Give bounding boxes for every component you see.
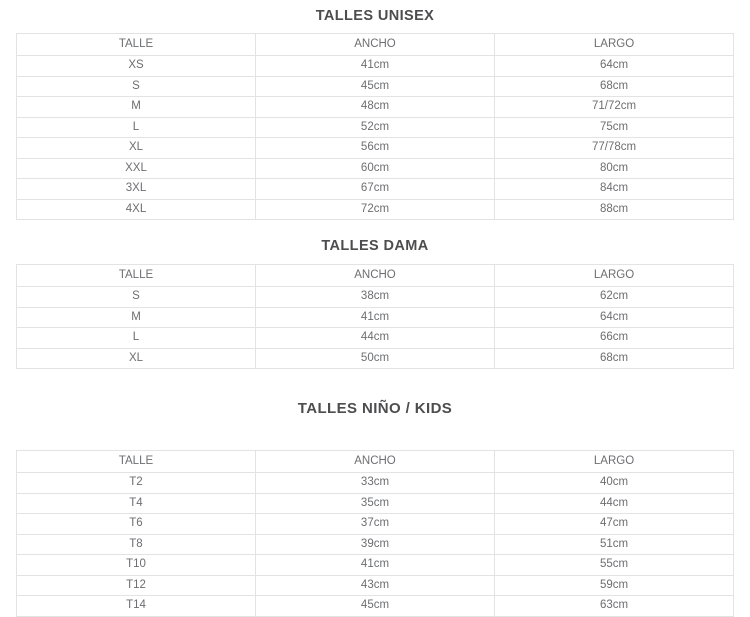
size-table-kids: [16, 450, 734, 617]
size-table-dama: [16, 264, 734, 369]
cell-ancho: 67cm: [255, 179, 494, 200]
cell-talle: T14: [17, 596, 256, 617]
table-row: [17, 138, 734, 159]
section-title-kids: TALLES NIÑO / KIDS: [297, 400, 453, 417]
cell-largo: 62cm: [495, 287, 734, 308]
cell-ancho: 60cm: [255, 158, 494, 179]
cell-talle: T6: [17, 514, 256, 535]
cell-talle: XL: [17, 138, 256, 159]
cell-largo: 80cm: [495, 158, 734, 179]
table-row: [17, 473, 734, 494]
cell-ancho: 44cm: [255, 328, 494, 349]
table-header-row: [17, 34, 734, 56]
column-header-largo: LARGO: [495, 34, 734, 56]
table-row: [17, 348, 734, 369]
table-row: [17, 97, 734, 118]
table-row: [17, 493, 734, 514]
cell-talle: T4: [17, 493, 256, 514]
cell-largo: 47cm: [495, 514, 734, 535]
cell-largo: 59cm: [495, 575, 734, 596]
table-row: [17, 56, 734, 77]
table-row: [17, 307, 734, 328]
table-wrap-kids: [0, 450, 750, 617]
cell-talle: 4XL: [17, 199, 256, 220]
cell-ancho: 38cm: [255, 287, 494, 308]
cell-talle: 3XL: [17, 179, 256, 200]
cell-largo: 66cm: [495, 328, 734, 349]
table-row: [17, 199, 734, 220]
cell-ancho: 50cm: [255, 348, 494, 369]
table-header-row: [17, 451, 734, 473]
cell-ancho: 37cm: [255, 514, 494, 535]
section-title-dama: TALLES DAMA: [321, 238, 429, 254]
cell-largo: 55cm: [495, 555, 734, 576]
cell-largo: 77/78cm: [495, 138, 734, 159]
cell-talle: S: [17, 76, 256, 97]
column-header-largo: LARGO: [495, 451, 734, 473]
cell-ancho: 43cm: [255, 575, 494, 596]
cell-largo: 75cm: [495, 117, 734, 138]
cell-largo: 44cm: [495, 493, 734, 514]
table-row: [17, 328, 734, 349]
cell-talle: XL: [17, 348, 256, 369]
cell-ancho: 41cm: [255, 555, 494, 576]
cell-ancho: 39cm: [255, 534, 494, 555]
cell-ancho: 45cm: [255, 76, 494, 97]
cell-talle: T10: [17, 555, 256, 576]
cell-talle: L: [17, 328, 256, 349]
cell-ancho: 41cm: [255, 307, 494, 328]
column-header-ancho: ANCHO: [255, 265, 494, 287]
section-title-unisex: TALLES UNISEX: [315, 8, 435, 24]
cell-talle: T12: [17, 575, 256, 596]
column-header-ancho: ANCHO: [255, 34, 494, 56]
cell-talle: T2: [17, 473, 256, 494]
table-row: [17, 179, 734, 200]
table-header-row: [17, 265, 734, 287]
cell-largo: 51cm: [495, 534, 734, 555]
cell-largo: 88cm: [495, 199, 734, 220]
cell-ancho: 48cm: [255, 97, 494, 118]
column-header-ancho: ANCHO: [255, 451, 494, 473]
table-row: [17, 117, 734, 138]
cell-talle: M: [17, 307, 256, 328]
section-talles-dama: [0, 238, 750, 369]
cell-largo: 64cm: [495, 307, 734, 328]
table-row: [17, 76, 734, 97]
cell-largo: 63cm: [495, 596, 734, 617]
cell-largo: 68cm: [495, 76, 734, 97]
column-header-talle: TALLE: [17, 451, 256, 473]
cell-talle: XXL: [17, 158, 256, 179]
section-talles-unisex: [0, 8, 750, 220]
cell-talle: T8: [17, 534, 256, 555]
column-header-largo: LARGO: [495, 265, 734, 287]
table-wrap-dama: [0, 264, 750, 369]
cell-largo: 71/72cm: [495, 97, 734, 118]
cell-largo: 68cm: [495, 348, 734, 369]
column-header-talle: TALLE: [17, 34, 256, 56]
cell-talle: XS: [17, 56, 256, 77]
section-talles-nino-kids: [0, 400, 750, 617]
cell-largo: 84cm: [495, 179, 734, 200]
cell-ancho: 52cm: [255, 117, 494, 138]
cell-ancho: 72cm: [255, 199, 494, 220]
cell-largo: 40cm: [495, 473, 734, 494]
cell-ancho: 35cm: [255, 493, 494, 514]
table-row: [17, 287, 734, 308]
cell-ancho: 41cm: [255, 56, 494, 77]
size-guide-page: [0, 8, 750, 614]
table-row: [17, 158, 734, 179]
size-table-unisex: [16, 33, 734, 220]
table-row: [17, 534, 734, 555]
table-row: [17, 514, 734, 535]
cell-ancho: 45cm: [255, 596, 494, 617]
cell-talle: S: [17, 287, 256, 308]
table-row: [17, 575, 734, 596]
cell-largo: 64cm: [495, 56, 734, 77]
cell-talle: L: [17, 117, 256, 138]
table-wrap-unisex: [0, 33, 750, 220]
column-header-talle: TALLE: [17, 265, 256, 287]
cell-talle: M: [17, 97, 256, 118]
cell-ancho: 33cm: [255, 473, 494, 494]
table-row: [17, 555, 734, 576]
cell-ancho: 56cm: [255, 138, 494, 159]
